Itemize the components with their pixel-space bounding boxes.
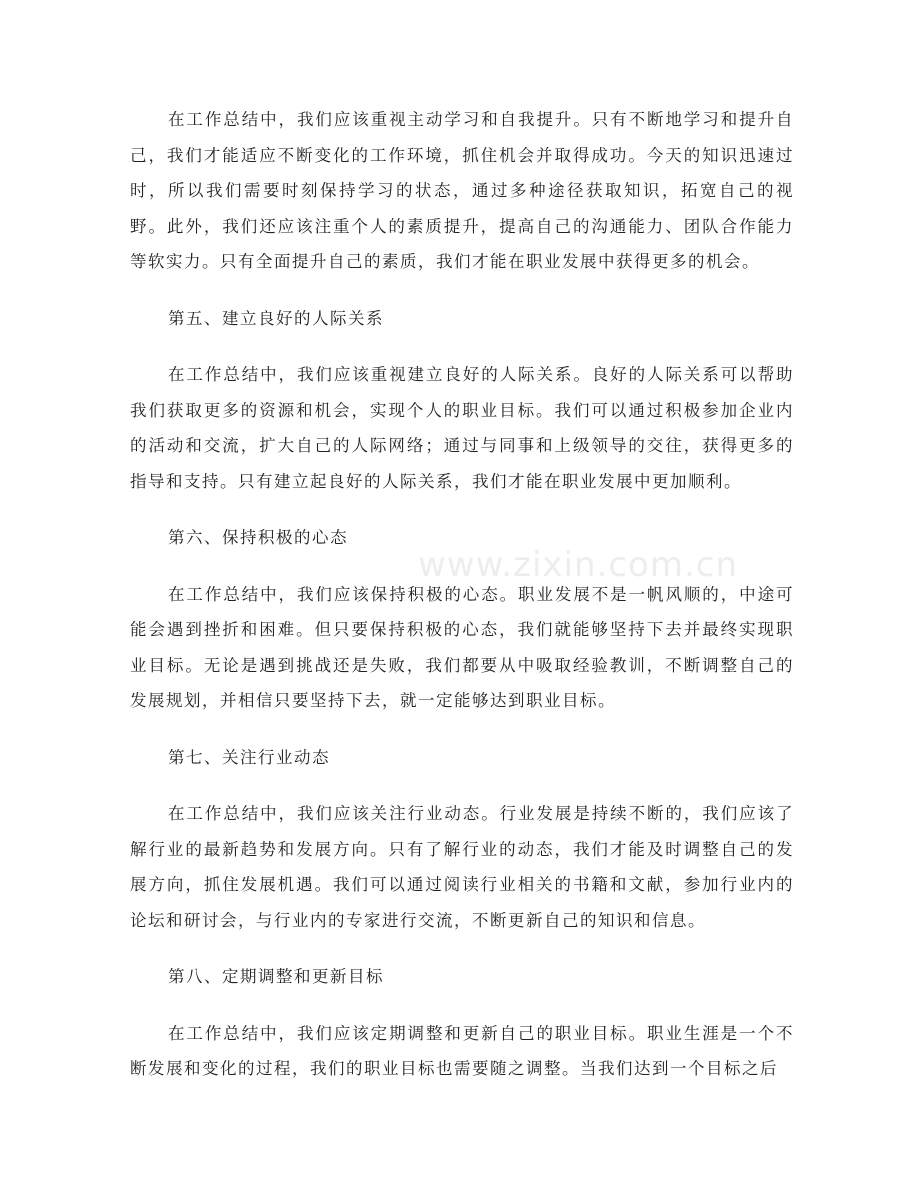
document-body [130, 102, 794, 1087]
spacer [130, 336, 794, 357]
section-heading-6: 第六、保持积极的心态 [168, 528, 348, 547]
paragraph-positive-attitude: 在工作总结中，我们应该保持积极的心态。职业发展不是一帆风顺的，中途可能会遇到挫折和困难。但只要保持积极的心态，我们就能够坚持下去并最终实现职业目标。无论是遇到挑战还是失败，我们都要从中吸取经验教训，不断调整自己的发展规划，并相信只要坚持下去，就一定能够达到职业目标。 [130, 584, 794, 710]
spacer [130, 938, 794, 959]
spacer [130, 499, 794, 520]
section-heading-5: 第五、建立良好的人际关系 [168, 308, 384, 328]
paragraph-update-goals: 在工作总结中，我们应该定期调整和更新自己的职业目标。职业生涯是一个不断发展和变化的过程，我们的职业目标也需要随之调整。当我们达到一个目标之后 [130, 1023, 794, 1078]
paragraph-self-improvement: 在工作总结中，我们应该重视主动学习和自我提升。只有不断地学习和提升自己，我们才能适应不断变化的工作环境，抓住机会并取得成功。今天的知识迅速过时，所以我们需要时刻保持学习的状态，通过多种途径获取知识，拓宽自己的视野。此外，我们还应该注重个人的素质提升，提高自己的沟通能力、团队合作能力等软实力。只有全面提升自己的素质，我们才能在职业发展中获得更多的机会。 [130, 110, 794, 271]
spacer [130, 556, 794, 577]
paragraph-relationships: 在工作总结中，我们应该重视建立良好的人际关系。良好的人际关系可以帮助我们获取更多的资源和机会，实现个人的职业目标。我们可以通过积极参加企业内的活动和交流，扩大自己的人际网络；通过与同事和上级领导的交往，获得更多的指导和支持。只有建立起良好的人际关系，我们才能在职业发展中更加顺利。 [130, 365, 794, 491]
spacer [130, 775, 794, 796]
section-heading-8: 第八、定期调整和更新目标 [168, 967, 384, 986]
spacer [130, 719, 794, 740]
spacer [130, 995, 794, 1016]
spacer [130, 280, 794, 301]
watermark-text: www.zixin.com.cn [418, 545, 738, 585]
paragraph-industry-trends: 在工作总结中，我们应该关注行业动态。行业发展是持续不断的，我们应该了解行业的最新趋势和发展方向。只有了解行业的动态，我们才能及时调整自己的发展方向，抓住发展机遇。我们可以通过阅读行业相关的书籍和文献，参加行业内的论坛和研讨会，与行业内的专家进行交流，不断更新自己的知识和信息。 [130, 804, 794, 930]
section-heading-7: 第七、关注行业动态 [168, 747, 330, 767]
